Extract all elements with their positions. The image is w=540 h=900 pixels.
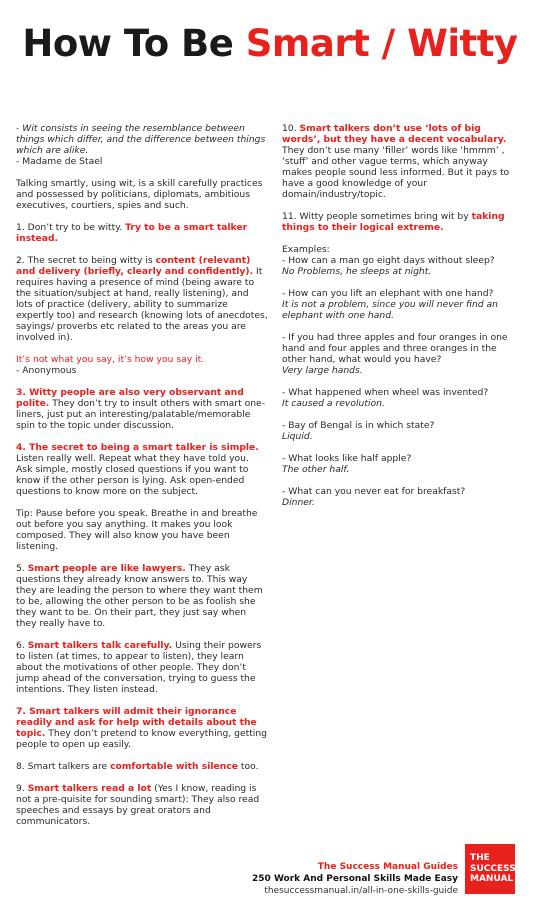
tip-9-number: 9. [16,783,28,794]
tip-2-text: 2. The secret to being witty is [16,255,156,266]
tip-8 [16,761,268,772]
tip-7-body: They don’t pretend to know everything, getting people to open up easily. [16,728,268,750]
example-item [282,486,514,508]
example-question: - How can you lift an elephant with one hand? [282,288,494,299]
tip-3-highlight: 3. Witty people are also very observant and polite. [16,387,244,409]
tip-6 [16,640,268,695]
right-column [282,123,514,519]
examples-label: Examples: [282,244,330,255]
logo-line-2: SUCCESS [470,863,516,874]
example-answer: Dinner. [282,497,315,508]
pause-tip: Tip: Pause before you speak. Breathe in and breathe out before you say anything. It makes you look composed. They will also know you have been listening. [16,508,258,552]
footer [252,861,458,897]
footer-tagline: 250 Work And Personal Skills Made Easy [252,874,458,884]
tip-2-body: It requires having a presence of mind (being aware to the situation/subject at hand, really listening), and lots of practice (delivery, ability to summarize expertly too) and research (knowing lots of anecdotes, sayings/ proverbs etc related to the areas you are involved in). [16,266,268,343]
logo-line-1: THE [470,853,490,864]
tip-6-highlight: Smart talkers talk carefully. [27,640,173,651]
title-prefix: How To Be [22,22,246,65]
example-answer: Liquid. [282,431,313,442]
tip-11-text: 11. Witty people sometimes bring wit by [282,211,472,222]
tip-11-highlight: taking things to their logical extreme. [282,211,505,233]
example-answer: The other half. [282,464,350,475]
tip-8-highlight: comfortable with silence [110,761,238,772]
example-answer: It caused a revolution. [282,398,385,409]
tip-4-body: Listen really well. Repeat what they have told you. Ask simple, mostly closed questions if you want to know if the other person is lying. Ask open-ended questions to know more on the subject. [16,453,249,497]
example-answer: It is not a problem, since you will never find an elephant with one hand. [282,299,498,321]
example-answer: Very large hands. [282,365,363,376]
logo-line-3: MANUAL [470,874,514,885]
tip-5-number: 5. [16,563,28,574]
tip-11 [282,211,514,233]
tip-10-body: They don’t use many ‘filler’ words like ‘hmmm’ , ‘stuff’ and other vague terms, which anyway makes people sound less informed. But it pays to have a good knowledge of your domain/industry/topic. [282,145,510,200]
example-item [282,255,514,277]
intro-paragraph: Talking smartly, using wit, is a skill carefully practices and possessed by politicians, diplomats, ambitious executives, courtiers, spies and such. [16,178,263,211]
quote-text: - Wit consists in seeing the resemblance between things which differ, and the difference between things which are alike. [16,123,266,156]
tip-5-body: They ask questions they already know answers to. This way they are leading the person to where they want them to be, allowing the other person to be as foolish she they want to be. On their part, they just say when they really have to. [16,563,263,629]
example-question: - How can a man go eight days without sleep? [282,255,495,266]
title-highlight: Smart / Witty [245,22,518,65]
tip-9-body: (Yes I know, reading is not a pre-quisite for sounding smart): They also read speeches and essays by great orators and communicators. [16,783,260,827]
tip-3-body: They don’t try to insult others with smart one-liners, just put an interesting/palatable/memorable spin to the topic under discussion. [16,398,266,431]
quote-2-author: - Anonymous [16,365,77,376]
second-quote [16,354,268,376]
footer-brand: The Success Manual Guides [317,862,458,872]
example-question: - What can you never eat for breakfast? [282,486,466,497]
quote-2-text: It’s not what you say, it’s how you say it. [16,354,205,365]
example-item [282,332,514,376]
example-question: - Bay of Bengal is in which state? [282,420,435,431]
tip-9 [16,783,268,827]
tip-6-number: 6. [16,640,28,651]
tip-7-highlight: 7. Smart talkers will admit their ignorance readily and ask for help with details about the topic. [16,706,257,739]
tip-7 [16,706,268,750]
tip-10 [282,123,514,200]
tip-8-text: 8. Smart talkers are [16,761,111,772]
tip-4 [16,442,268,497]
tip-1-text: 1. Don’t try to be witty. [16,222,126,233]
success-manual-logo [465,844,515,894]
left-column [16,123,268,838]
tip-9-highlight: Smart talkers read a lot [27,783,152,794]
example-question: - What happened when wheel was invented? [282,387,489,398]
tip-5-highlight: Smart people are like lawyers. [27,563,186,574]
tip-5 [16,563,268,629]
tip-1-highlight: Try to be a smart talker instead. [16,222,248,244]
opening-quote [16,123,268,167]
tip-2 [16,255,268,343]
example-question: - If you had three apples and four oranges in one hand and four apples and three oranges in the other hand, what would you have? [282,332,508,365]
page-title [0,22,540,65]
tip-10-number: 10. [282,123,300,134]
example-answer: No Problems, he sleeps at night. [282,266,432,277]
tip-8-end: too. [238,761,259,772]
footer-url[interactable]: thesuccessmanual.in/all-in-one-skills-guide [264,886,458,896]
example-question: - What looks like half apple? [282,453,412,464]
tip-1 [16,222,268,244]
quote-author: - Madame de Stael [16,156,103,167]
tip-2-highlight: content (relevant) and delivery (briefly, clearly and confidently). [16,255,254,277]
example-item [282,453,514,475]
tip-6-body: Using their powers to listen (at times, to appear to listen), they learn about the motivations of other people. They don’t jump ahead of the conversation, trying to guess the intentions. They listen instead. [16,640,262,695]
tip-3 [16,387,268,431]
example-item [282,387,514,409]
tip-10-highlight: Smart talkers don’t use ‘lots of big words’, but they have a decent vocabulary. [282,123,507,145]
example-item [282,288,514,321]
tip-4-highlight: 4. The secret to being a smart talker is simple. [16,442,259,453]
example-item [282,420,514,442]
